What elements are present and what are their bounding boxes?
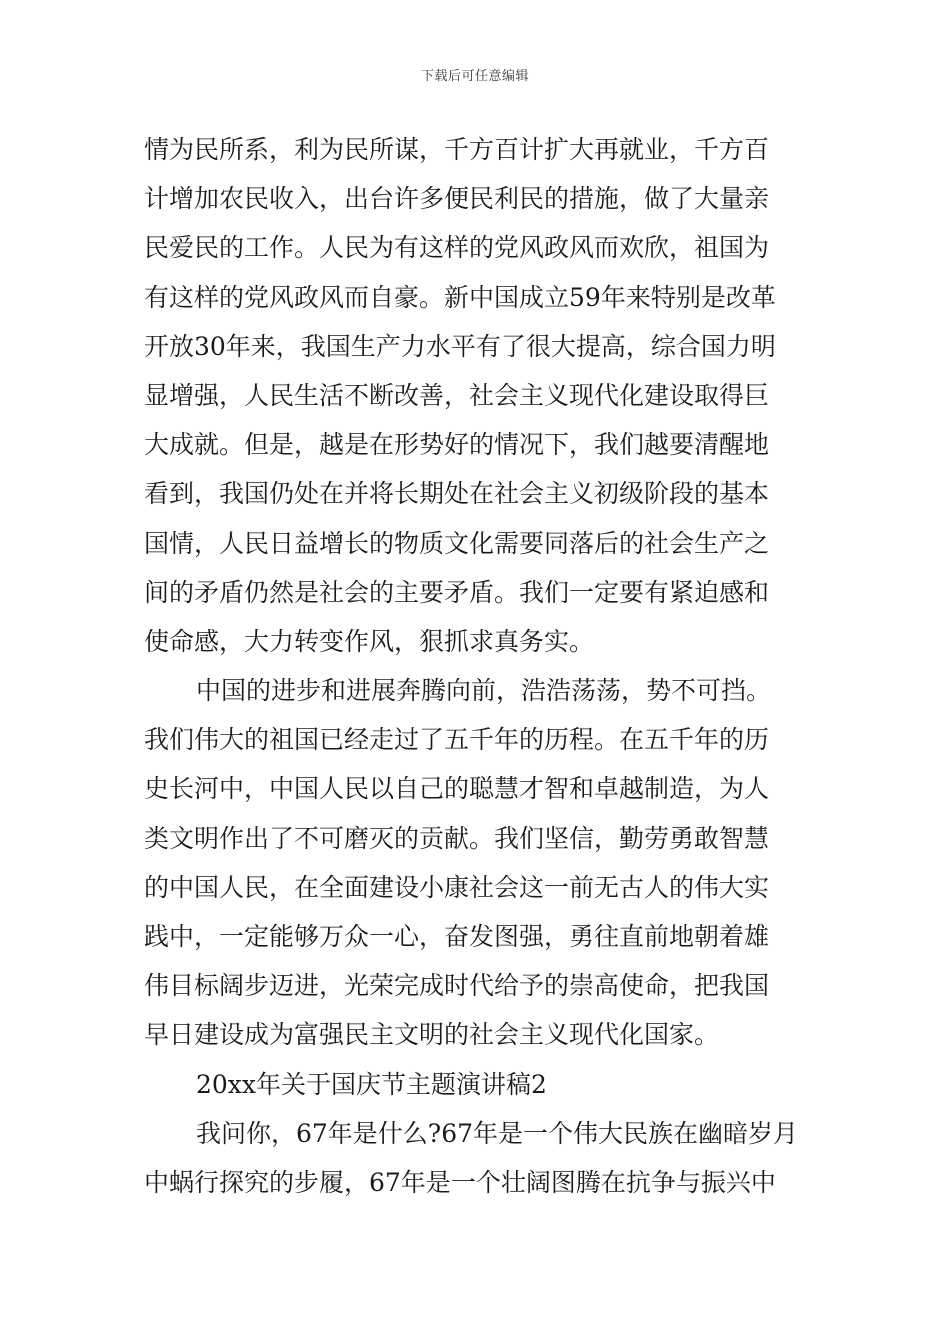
paragraph-first-line: 我问你，67年是什么?67年是一个伟大民族在幽暗岁月 xyxy=(196,1118,799,1148)
text-line: 情为民所系，利为民所谋，千方百计扩大再就业，千方百 xyxy=(144,135,770,164)
text-line: 早日建设成为富强民主文明的社会主义现代化国家。 xyxy=(144,1020,720,1050)
text-line: 有这样的党风政风而自豪。新中国成立59年来特别是改革 xyxy=(144,282,776,312)
text-line: 计增加农民收入，出台许多便民利民的措施，做了大量亲 xyxy=(144,184,770,214)
text-line: 国情，人民日益增长的物质文化需要同落后的社会生产之 xyxy=(144,528,770,558)
text-line: 使命感，大力转变作风，狠抓求真务实。 xyxy=(144,626,595,656)
document-body xyxy=(144,125,808,1207)
text-line: 中蜗行探究的步履，67年是一个壮阔图腾在抗争与振兴中 xyxy=(144,1167,776,1197)
text-line: 民爱民的工作。人民为有这样的党风政风而欢欣，祖国为 xyxy=(144,233,770,263)
text-line: 伟目标阔步迈进，光荣完成时代给予的崇高使命，把我国 xyxy=(144,971,770,1001)
text-line: 间的矛盾仍然是社会的主要矛盾。我们一定要有紧迫感和 xyxy=(144,577,770,607)
text-line: 看到，我国仍处在并将长期处在社会主义初级阶段的基本 xyxy=(144,479,770,509)
text-line: 显增强，人民生活不断改善，社会主义现代化建设取得巨 xyxy=(144,380,770,410)
section-heading: 20xx年关于国庆节主题演讲稿2 xyxy=(196,1069,547,1099)
paragraph-first-line: 中国的进步和进展奔腾向前，浩浩荡荡，势不可挡。 xyxy=(196,676,772,706)
page-header-note: 下载后可任意编辑 xyxy=(420,69,529,84)
text-line: 践中，一定能够万众一心，奋发图强，勇往直前地朝着雄 xyxy=(144,922,770,951)
text-line: 我们伟大的祖国已经走过了五千年的历程。在五千年的历 xyxy=(144,725,770,755)
text-line: 史长河中，中国人民以自己的聪慧才智和卓越制造，为人 xyxy=(144,774,770,804)
text-line: 大成就。但是，越是在形势好的情况下，我们越要清醒地 xyxy=(144,430,770,460)
text-line: 的中国人民，在全面建设小康社会这一前无古人的伟大实 xyxy=(144,872,770,902)
text-line: 类文明作出了不可磨灭的贡献。我们坚信，勤劳勇敢智慧 xyxy=(144,823,770,853)
text-line: 开放30年来，我国生产力水平有了很大提高，综合国力明 xyxy=(144,331,776,361)
